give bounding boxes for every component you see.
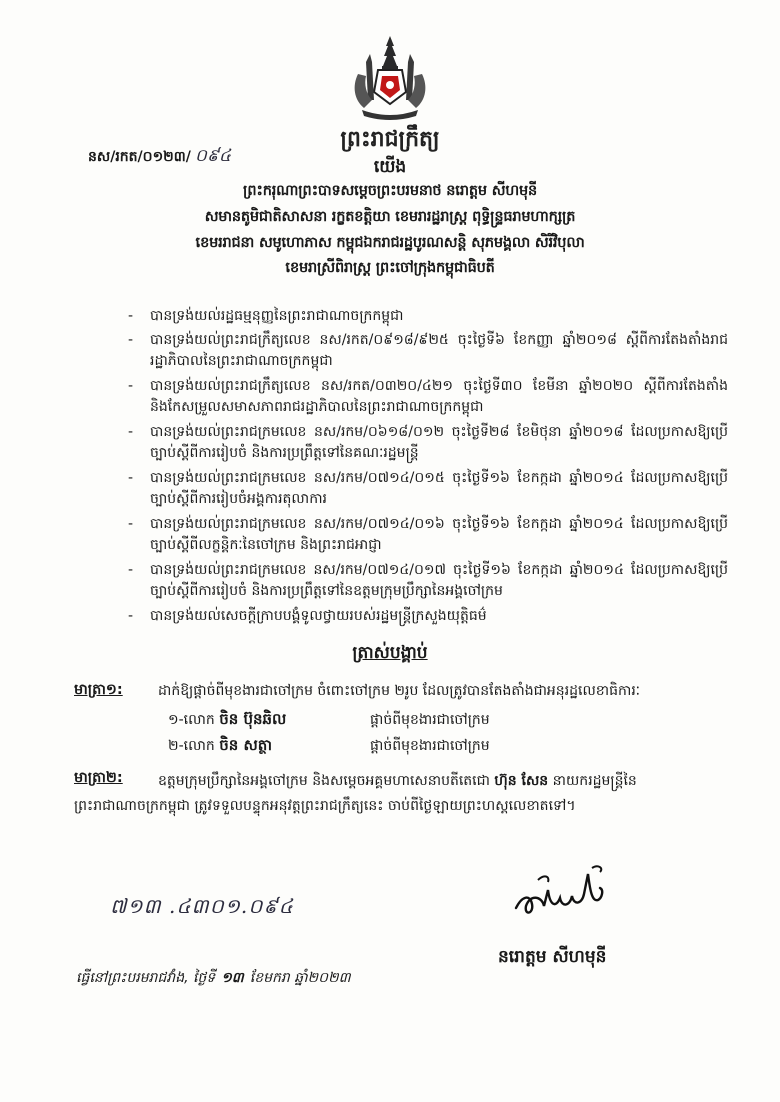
consideration-item: - បានទ្រង់យល់ព្រះរាជក្រមលេខ នស/រកម/០៧១៤/០១៦ ចុះថ្ងៃទី១៦ ខែកក្កដា ឆ្នាំ២០១៤ ដែលប្រកាសឱ្យប្រើច្បាប់ស្តីពីលក្ខន្តិកៈនៃចៅក្រម និងព្រះរាជអាជ្ញា bbox=[128, 516, 728, 553]
article-2-line-2: ព្រះរាជាណាចក្រកម្ពុជា ត្រូវទទួលបន្ទុកអនុវត្តព្រះរាជក្រឹត្យនេះ ចាប់ពីថ្ងៃឡាយព្រះហស្តលេខាតទៅ។ bbox=[74, 798, 576, 814]
royal-signature bbox=[508, 860, 618, 930]
reference-number-handwritten: ០៩៤ bbox=[194, 146, 231, 166]
article-1-text: ដាក់ឱ្យផ្ដាច់ពីមុខងារជាចៅក្រម ចំពោះចៅក្រម ២រូប ដែលត្រូវបានតែងតាំងជាអនុរដ្ឋលេខាធិការៈ bbox=[158, 683, 641, 699]
dismissed-person-1 bbox=[168, 710, 490, 732]
person-prefix: ២-លោក bbox=[168, 738, 215, 754]
decree-title: ព្រះរាជក្រឹត្យ bbox=[340, 126, 440, 152]
we-heading: យើង bbox=[373, 157, 407, 177]
consideration-item: - បានទ្រង់យល់ព្រះរាជក្រមលេខ នស/រកម/០៧១៤/០១៧ ចុះថ្ងៃទី១៦ ខែកក្កដា ឆ្នាំ២០១៤ ដែលប្រកាសឱ្យប្រើច្បាប់ស្តីពីការរៀបចំ និងការប្រព្រឹត្តទៅនៃឧត្តមក្រុមប្រឹក្សានៃអង្គចៅក្រម bbox=[128, 562, 728, 599]
consideration-item: - បានទ្រង់យល់រដ្ឋធម្មនុញ្ញនៃព្រះរាជាណាចក្រកម្ពុជា bbox=[128, 308, 404, 324]
king-title-line-1: ព្រះករុណាព្រះបាទសម្ដេចព្រះបរមនាថ នរោត្តម សីហមុនី bbox=[243, 183, 537, 199]
king-title-line-3: ខេមររាជនា សមូហោភាស កម្ពុជឯករាជរដ្ឋបូរណសន្តិ សុភមង្គលា សិរីវិបុលា bbox=[195, 235, 585, 251]
consideration-item: - បានទ្រង់យល់ព្រះរាជក្រមលេខ នស/រកម/០៧១៤/០១៥ ចុះថ្ងៃទី១៦ ខែកក្កដា ឆ្នាំ២០១៤ ដែលប្រកាសឱ្យប្រើច្បាប់ស្តីពីការរៀបចំអង្គការតុលាការ bbox=[128, 470, 728, 507]
orders-heading: ត្រាស់បង្គាប់ bbox=[352, 643, 428, 663]
prime-minister-name: ហ៊ុន សែន bbox=[494, 773, 549, 789]
dismissed-person-2 bbox=[168, 736, 490, 758]
king-title-line-2: សមានតូមិជាតិសាសនា រក្ខតខត្តិយា ខេមរារដ្ឋរាស្ត្រ ពុទ្ធិន្ទ្រធរាមហាក្សត្រ bbox=[204, 209, 576, 225]
considerations-list bbox=[128, 306, 728, 630]
royal-emblem-icon bbox=[344, 34, 436, 122]
person-prefix: ១-លោក bbox=[168, 712, 215, 728]
consideration-item: - បានទ្រង់យល់សេចក្តីក្រាបបង្គំទូលថ្វាយរបស់រដ្ឋមន្ត្រីក្រសួងយុត្តិធម៌ bbox=[128, 608, 487, 624]
place-and-date: ធ្វើនៅព្រះបរមរាជវាំង, ថ្ងៃទី ១៣ ខែមករា ឆ្នាំ២០២៣ bbox=[76, 970, 351, 986]
reference-number-printed: នស/រកត/០១២៣/ bbox=[88, 149, 191, 165]
article-1-label: មាត្រា១: bbox=[74, 682, 123, 698]
consideration-item: - បានទ្រង់យល់ព្រះរាជក្រឹត្យលេខ នស/រកត/០៣២០/៤២១ ចុះថ្ងៃទី៣០ ខែមីនា ឆ្នាំ២០២០ ស្តីពីការតែងតាំង និងកែសម្រួលសមាសភាពរាជរដ្ឋាភិបាលនៃព្រះរាជាណាចក្រកម្ពុជា bbox=[128, 378, 728, 415]
person-name: ចិន ប៊ុនឆិល bbox=[219, 710, 287, 728]
signer-name: នរោត្តម សីហមុនី bbox=[498, 947, 607, 967]
consideration-item: - បានទ្រង់យល់ព្រះរាជក្រឹត្យលេខ នស/រកត/០៩១៨/៩២៥ ចុះថ្ងៃទី៦ ខែកញ្ញា ឆ្នាំ២០១៨ ស្តីពីការតែងតាំងរាជរដ្ឋាភិបាលនៃព្រះរាជាណាចក្រកម្ពុជា bbox=[128, 332, 728, 369]
article-2-label: មាត្រា២: bbox=[74, 770, 123, 786]
consideration-item: - បានទ្រង់យល់ព្រះរាជក្រមលេខ នស/រកម/០៦១៨/០១២ ចុះថ្ងៃទី២៨ ខែមិថុនា ឆ្នាំ២០១៨ ដែលប្រកាសឱ្យប្រើច្បាប់ស្តីពីការរៀបចំ និងការប្រព្រឹត្តទៅនៃគណៈរដ្ឋមន្ត្រី bbox=[128, 424, 728, 461]
article-2-line-1: ឧត្តមក្រុមប្រឹក្សានៃអង្គចៅក្រម និងសម្តេចអគ្គមហាសេនាបតីតេជោ ហ៊ុន សែន នាយករដ្ឋមន្ត្រីនៃ bbox=[158, 773, 637, 789]
king-title-line-4: ខេមរាស្រីពិរាស្ត្រ ព្រះចៅក្រុងកម្ពុជាធិបតី bbox=[285, 260, 495, 276]
person-role: ផ្ដាច់ពីមុខងារជាចៅក្រម bbox=[370, 712, 490, 728]
handwritten-date: ៧១៣ .៤៣០១.០៩៤ bbox=[110, 894, 294, 918]
person-role: ផ្ដាច់ពីមុខងារជាចៅក្រម bbox=[370, 738, 490, 754]
day-number: ១៣ bbox=[221, 970, 244, 986]
person-name: ចិន សត្ថា bbox=[219, 736, 273, 754]
